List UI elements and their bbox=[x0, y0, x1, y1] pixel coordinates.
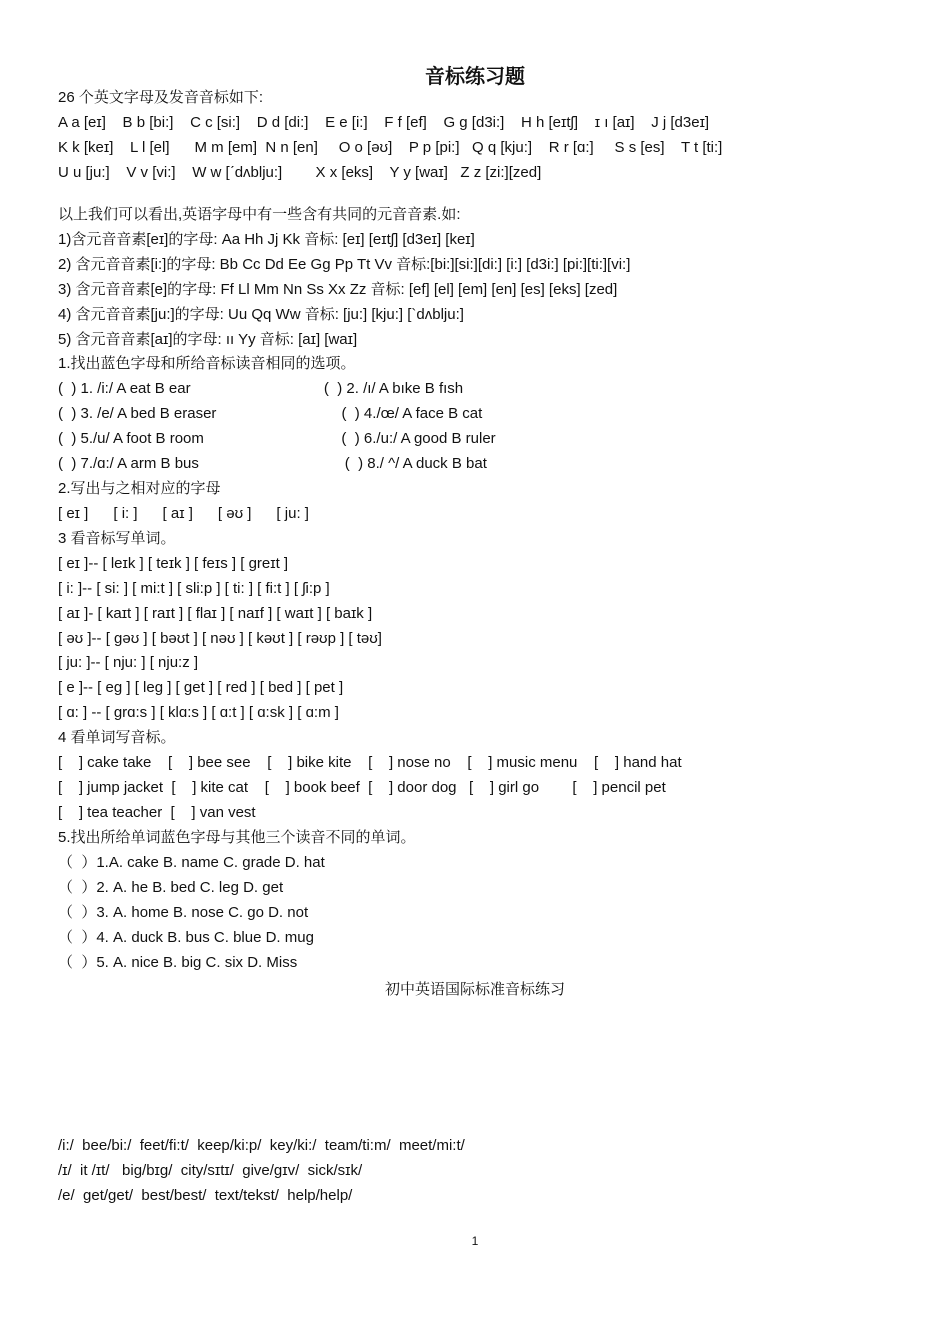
text-line: [ e ]-- [ eg ] [ leg ] [ get ] [ red ] [ bed ] [ pet ] bbox=[58, 679, 344, 696]
text-line: ( ) 1. /i:/ A eat B ear ( ) 2. /ı/ A bıke B fısh bbox=[58, 380, 464, 397]
text-line: /i:/ bee/bi:/ feet/fi:t/ keep/ki:p/ key/ki:/ team/ti:m/ meet/mi:t/ bbox=[58, 1137, 465, 1154]
text-line: ( ) 3. /e/ A bed B eraser ( ) 4./œ/ A face B cat bbox=[58, 405, 483, 422]
text-line: （ ）5. A. nice B. big C. six D. Miss bbox=[58, 954, 298, 971]
text-line: ( ) 7./ɑ:/ A arm B bus ( ) 8./ ^/ A duck B bat bbox=[58, 455, 487, 472]
section-heading: 5.找出所给单词蓝色字母与其他三个读音不同的单词。 bbox=[58, 829, 416, 846]
text-line: 4) 含元音音素[ju:]的字母: Uu Qq Ww 音标: [ju:] [kju:] [`dʌblju:] bbox=[58, 306, 464, 323]
text-line: ( ) 5./u/ A foot B room ( ) 6./u:/ A good B ruler bbox=[58, 430, 496, 447]
section-heading: 3 看音标写单词。 bbox=[58, 530, 176, 547]
text-line: A a [eɪ] B b [bi:] C c [si:] D d [di:] E e [i:] F f [ef] G g [d3i:] H h [eɪtʃ] ɪ ı [aɪ] J j [d3eɪ] bbox=[58, 114, 710, 131]
text-line: 1)含元音音素[eɪ]的字母: Aa Hh Jj Kk 音标: [eɪ] [eɪtʃ] [d3eɪ] [keɪ] bbox=[58, 231, 475, 248]
text-line: [ ɑ: ] -- [ grɑ:s ] [ klɑ:s ] [ ɑ:t ] [ ɑ:sk ] [ ɑ:m ] bbox=[58, 704, 339, 721]
text-line: 26 个英文字母及发音音标如下: bbox=[58, 89, 264, 106]
page-number: 1 bbox=[471, 1234, 479, 1248]
text-line: 5) 含元音音素[aɪ]的字母: ıı Yy 音标: [aɪ] [waɪ] bbox=[58, 331, 358, 348]
text-line: [ eɪ ]-- [ leɪk ] [ teɪk ] [ feɪs ] [ greɪt ] bbox=[58, 555, 289, 572]
page-title: 音标练习题 bbox=[425, 64, 525, 88]
text-line: [ aɪ ]- [ kaɪt ] [ raɪt ] [ flaɪ ] [ naɪf ] [ waɪt ] [ baɪk ] bbox=[58, 605, 373, 622]
text-line: （ ）4. A. duck B. bus C. blue D. mug bbox=[58, 929, 314, 946]
text-line: 以上我们可以看出,英语字母中有一些含有共同的元音音素.如: bbox=[58, 206, 461, 223]
text-line: 3) 含元音音素[e]的字母: Ff Ll Mm Nn Ss Xx Zz 音标: [ef] [el] [em] [en] [es] [eks] [zed] bbox=[58, 281, 618, 298]
text-line: （ ）1.A. cake B. name C. grade D. hat bbox=[58, 854, 325, 871]
section-heading: 2.写出与之相对应的字母 bbox=[58, 480, 221, 497]
text-line: [ eɪ ] [ i: ] [ aɪ ] [ əʊ ] [ ju: ] bbox=[58, 505, 309, 522]
section-heading: 4 看单词写音标。 bbox=[58, 729, 176, 746]
text-line: [ əʊ ]-- [ gəʊ ] [ bəʊt ] [ nəʊ ] [ kəʊt ] [ rəʊp ] [ təʊ] bbox=[58, 630, 382, 647]
text-line: （ ）3. A. home B. nose C. go D. not bbox=[58, 904, 309, 921]
text-line: [ ] tea teacher [ ] van vest bbox=[58, 804, 256, 821]
text-line: （ ）2. A. he B. bed C. leg D. get bbox=[58, 879, 284, 896]
text-line: [ i: ]-- [ si: ] [ mi:t ] [ sli:p ] [ ti: ] [ fi:t ] [ ʃi:p ] bbox=[58, 580, 330, 597]
section-heading: 1.找出蓝色字母和所给音标读音相同的选项。 bbox=[58, 355, 356, 372]
text-line: K k [keɪ] L l [el] M m [em] N n [en] O o [əʊ] P p [pi:] Q q [kju:] R r [ɑ:] S s [es] T t [ti:] bbox=[58, 139, 723, 156]
text-line: [ ] cake take [ ] bee see [ ] bike kite [ ] nose no [ ] music menu [ ] hand hat bbox=[58, 754, 682, 771]
text-line: 2) 含元音音素[i:]的字母: Bb Cc Dd Ee Gg Pp Tt Vv 音标:[bi:][si:][di:] [i:] [d3i:] [pi:][ti:][vi:] bbox=[58, 256, 631, 273]
text-line: /ɪ/ it /ɪt/ big/bɪg/ city/sɪtɪ/ give/gɪv/ sick/sɪk/ bbox=[58, 1162, 363, 1179]
text-line: U u [ju:] V v [vi:] W w [ˊdʌblju:] X x [eks] Y y [waɪ] Z z [zi:][zed] bbox=[58, 164, 542, 181]
text-line: /e/ get/get/ best/best/ text/tekst/ help/help/ bbox=[58, 1187, 353, 1204]
subtitle: 初中英语国际标准音标练习 bbox=[384, 980, 565, 998]
text-line: [ ] jump jacket [ ] kite cat [ ] book beef [ ] door dog [ ] girl go [ ] pencil pet bbox=[58, 779, 666, 796]
text-line: [ ju: ]-- [ nju: ] [ nju:z ] bbox=[58, 654, 199, 671]
